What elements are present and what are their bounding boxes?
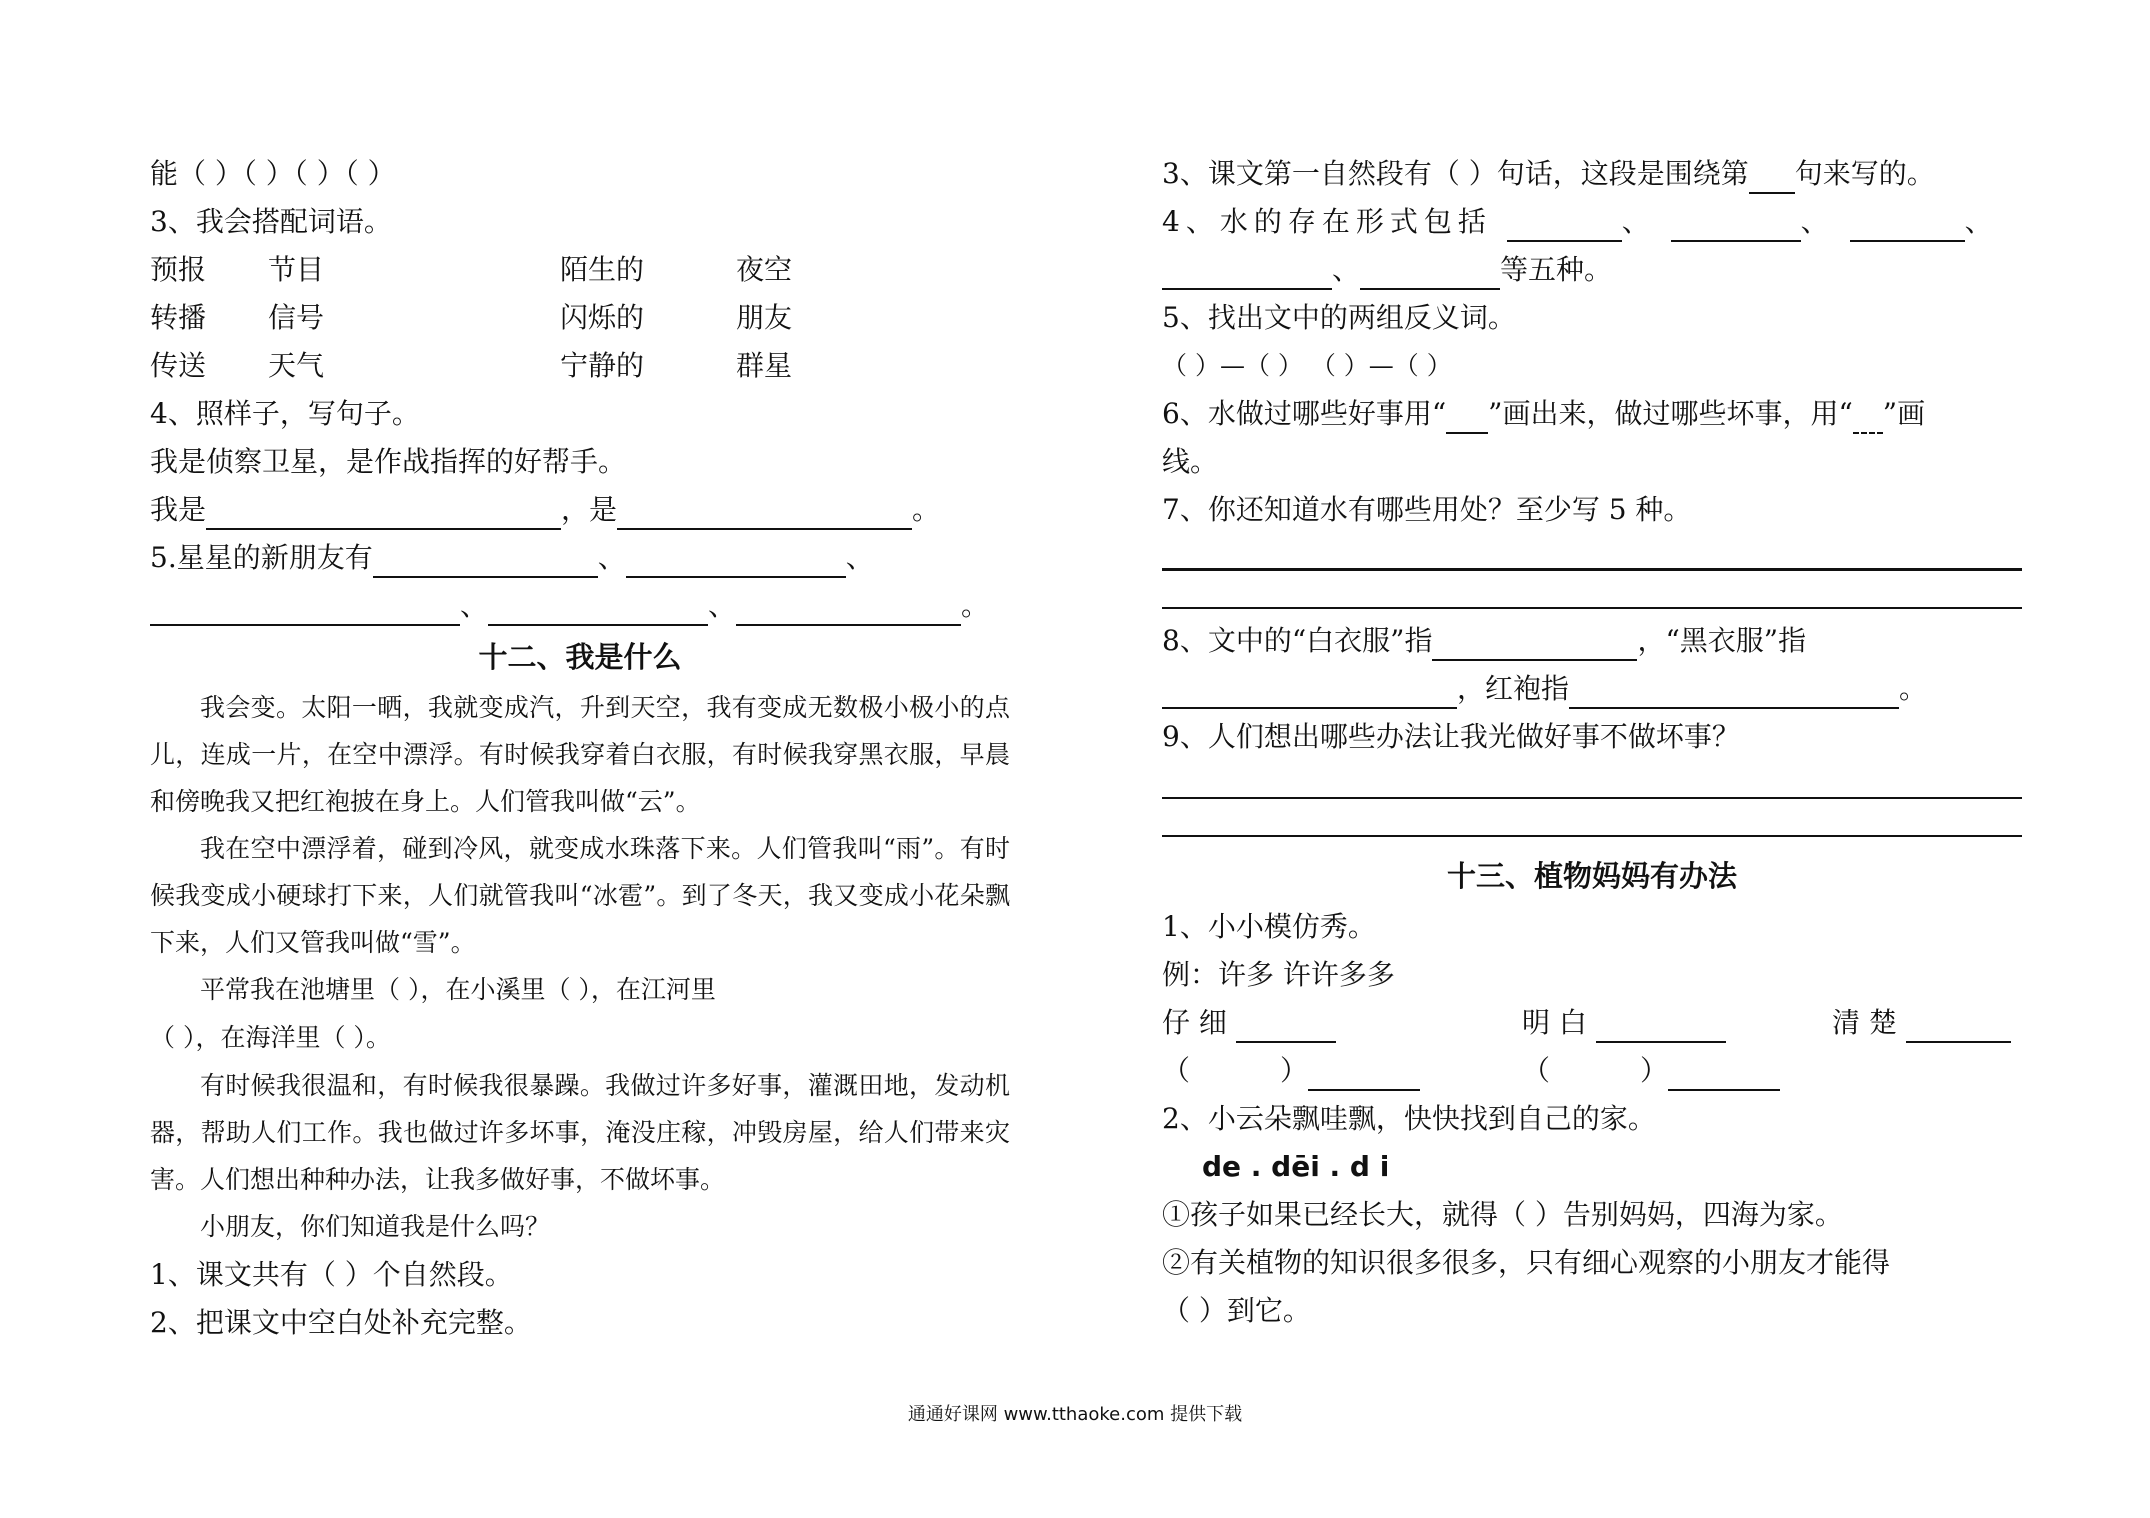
question-8-text: 8、文中的“白衣服”指 — [1162, 624, 1433, 657]
passage-fill-line: 平常我在池塘里（ ），在小溪里（ ），在江河里 — [200, 975, 716, 1004]
question-3-end: 句来写的。 — [1794, 157, 1935, 190]
separator: 、 — [1332, 253, 1361, 286]
separator: 、 — [1800, 205, 1835, 238]
question-4-text: 4、水的存在形式包括 — [1162, 205, 1492, 238]
word-item — [1832, 999, 2011, 1047]
answer-blank[interactable] — [1162, 254, 1332, 290]
answer-blank[interactable] — [1596, 1007, 1726, 1043]
sentence-2: ②有关植物的知识很多很多，只有细心观察的小朋友才能得 — [1162, 1246, 1891, 1279]
question-5: 5、找出文中的两组反义词。 — [1162, 301, 1516, 334]
word-item — [1162, 1047, 1420, 1095]
question-2: 2、把课文中空白处补充完整。 — [150, 1306, 532, 1339]
paren: ） — [1640, 1054, 1669, 1087]
answer-line[interactable] — [1162, 761, 2022, 799]
answer-blank[interactable] — [206, 494, 561, 530]
match-word: 转播 — [150, 301, 207, 334]
word-label: 明 白 — [1522, 1006, 1587, 1039]
answer-blank[interactable] — [626, 542, 846, 578]
section-12-title: 十二、我是什么 — [478, 640, 682, 674]
word-item — [1522, 1047, 1780, 1095]
separator: 、 — [460, 589, 489, 622]
answer-blank[interactable] — [1446, 398, 1488, 434]
footer-credit: 通通好课网 www.tthaoke.com 提供下载 — [907, 1404, 1243, 1425]
pinyin-options — [1162, 1143, 2022, 1191]
question-6-text: 6、水做过哪些好事用“ — [1162, 397, 1447, 430]
passage-fill-line: （ ），在海洋里（ ）。 — [150, 1023, 391, 1052]
match-row — [150, 246, 1010, 294]
question-4-answer-line — [150, 486, 1010, 534]
answer-blank[interactable] — [1432, 625, 1637, 661]
match-word: 陌生的 — [560, 253, 645, 286]
match-word: 夜空 — [736, 253, 793, 286]
match-row — [150, 342, 1010, 390]
answer-blank[interactable] — [1507, 206, 1622, 242]
period: 。 — [1899, 672, 1928, 705]
question-5-label: 5.星星的新朋友有 — [150, 541, 373, 574]
match-word: 传送 — [150, 349, 207, 382]
question-4-heading: 4、照样子，写句子。 — [150, 397, 420, 430]
right-column — [1162, 150, 2022, 1335]
question-5-line-2 — [150, 582, 1010, 630]
word-label: 清 楚 — [1832, 1006, 1897, 1039]
section-13-title: 十三、植物妈妈有办法 — [1446, 859, 1737, 893]
question-8-text: ，“黑衣服”指 — [1637, 624, 1807, 657]
answer-blank[interactable] — [1360, 254, 1500, 290]
section-13-question-2: 2、小云朵飘哇飘，快快找到自己的家。 — [1162, 1102, 1656, 1135]
question-4 — [1162, 198, 2022, 246]
question-6-line-2: 线。 — [1162, 445, 1219, 478]
separator: 、 — [845, 541, 874, 574]
word-expansion-row-2 — [1162, 1047, 2022, 1095]
question-5-line — [150, 534, 1010, 582]
passage-question: 小朋友，你们知道我是什么吗？ — [200, 1212, 551, 1241]
answer-blank[interactable] — [1236, 1007, 1336, 1043]
question-6 — [1162, 390, 2022, 438]
left-column — [150, 150, 1010, 1347]
question-4-end: 等五种。 — [1500, 253, 1613, 286]
answer-blank[interactable] — [617, 494, 912, 530]
question-9: 9、人们想出哪些办法让我光做好事不做坏事？ — [1162, 720, 1740, 753]
question-3-text: 3、课文第一自然段有（ ）句话，这段是围绕第 — [1162, 157, 1749, 190]
word-label: 仔 细 — [1162, 1006, 1227, 1039]
match-word: 预报 — [150, 253, 207, 286]
sentence-2-cont: （ ）到它。 — [1162, 1294, 1311, 1327]
match-word: 朋友 — [736, 301, 793, 334]
period: 。 — [961, 589, 990, 622]
word-item — [1162, 999, 1336, 1047]
shi-label: ，是 — [561, 493, 618, 526]
question-8-text: ，红袍指 — [1457, 672, 1570, 705]
question-7: 7、你还知道水有哪些用处？至少写 5 种。 — [1162, 493, 1692, 526]
question-4-example: 我是侦察卫星，是作战指挥的好帮手。 — [150, 445, 627, 478]
answer-blank[interactable] — [1749, 158, 1795, 194]
passage-paragraph: 有时候我很温和，有时候我很暴躁。我做过许多好事，灌溉田地，发动机器，帮助人们工作。我也做过许多坏事，淹没庄稼，冲毁房屋，给人们带来灾害。人们想出种种办法，让我多做好事，不做坏事。 — [150, 1071, 1010, 1194]
match-word: 群星 — [736, 349, 793, 382]
question-3 — [1162, 150, 2022, 198]
paren: ） — [1280, 1054, 1309, 1087]
answer-blank[interactable] — [1569, 673, 1899, 709]
section-13-example: 例：许多 许许多多 — [1162, 958, 1395, 991]
match-word: 信号 — [268, 301, 325, 334]
antonym-pairs: （ ）—（ ） （ ）—（ ） — [1162, 351, 1452, 380]
question-1: 1、课文共有（ ）个自然段。 — [150, 1258, 513, 1291]
answer-line[interactable] — [1162, 799, 2022, 837]
answer-blank[interactable] — [1668, 1055, 1780, 1091]
word-item — [1522, 999, 1726, 1047]
match-word: 宁静的 — [560, 349, 645, 382]
question-8 — [1162, 617, 2022, 665]
wo-shi-label: 我是 — [150, 493, 207, 526]
passage-paragraph: 我会变。太阳一晒，我就变成汽，升到天空，我有变成无数极小极小的点儿，连成一片，在空中漂浮。有时候我穿着白衣服，有时候我穿黑衣服，早晨和傍晚我又把红袍披在身上。人们管我叫做“云”。 — [150, 693, 1010, 816]
answer-blank[interactable] — [488, 590, 708, 626]
match-word: 天气 — [268, 349, 325, 382]
paren: （ — [1162, 1054, 1191, 1087]
period: 。 — [912, 493, 941, 526]
passage-paragraph: 我在空中漂浮着，碰到冷风，就变成水珠落下来。人们管我叫“雨”。有时候我变成小硬球打下来，人们就管我叫“冰雹”。到了冬天，我又变成小花朵飘下来，人们又管我叫做“雪”。 — [150, 834, 1010, 957]
pinyin-text: de . dēi . d i — [1202, 1150, 1390, 1183]
answer-blank[interactable] — [736, 590, 961, 626]
match-word: 节目 — [268, 253, 325, 286]
answer-blank[interactable] — [1850, 206, 1965, 242]
answer-blank[interactable] — [1162, 673, 1457, 709]
word-expansion-row — [1162, 999, 2022, 1047]
question-4-line-2 — [1162, 246, 2022, 294]
separator: 、 — [597, 541, 626, 574]
separator: 、 — [1621, 205, 1656, 238]
question-6-text: ”画 — [1882, 397, 1926, 430]
answer-blank[interactable] — [373, 542, 598, 578]
question-8-line-2 — [1162, 665, 2022, 713]
answer-blank[interactable] — [1671, 206, 1801, 242]
sentence-1: ①孩子如果已经长大，就得（ ）告别妈妈，四海为家。 — [1162, 1198, 1843, 1231]
section-13-question-1: 1、小小模仿秀。 — [1162, 910, 1376, 943]
separator: 、 — [1964, 205, 1999, 238]
paren: （ — [1522, 1054, 1551, 1087]
answer-blank[interactable] — [150, 590, 460, 626]
separator: 、 — [708, 589, 737, 622]
answer-line[interactable] — [1162, 534, 2022, 571]
question-3-heading: 3、我会搭配词语。 — [150, 205, 392, 238]
match-row — [150, 294, 1010, 342]
answer-blank[interactable] — [1906, 1007, 2011, 1043]
match-word: 闪烁的 — [560, 301, 645, 334]
answer-blank[interactable] — [1853, 398, 1883, 434]
answer-blank[interactable] — [1308, 1055, 1420, 1091]
neng-line: 能（ ）（ ）（ ）（ ） — [150, 157, 396, 190]
question-6-text: ”画出来，做过哪些坏事，用“ — [1488, 397, 1853, 430]
answer-line[interactable] — [1162, 571, 2022, 609]
